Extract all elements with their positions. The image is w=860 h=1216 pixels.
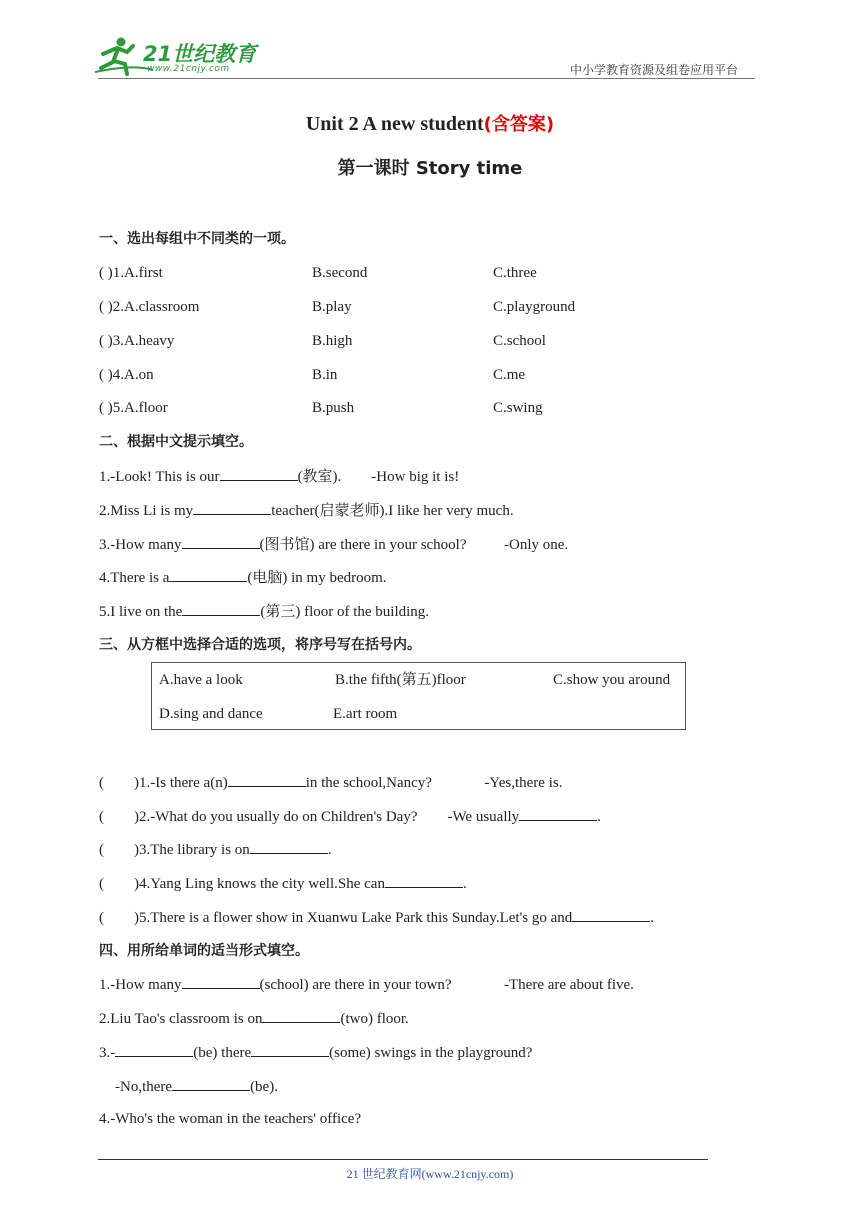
s1-item-1-a: ( )1.A.first [99,265,163,281]
s2-item-1 [99,466,459,487]
s3-item-5 [99,907,654,928]
s3-item-3-pre: ( )3.The library is on [99,842,250,858]
s4-item-3a-post: (some) swings in the playground? [329,1045,533,1061]
answer-blank [182,601,260,616]
s2-item-4-post: (电脑) in my bedroom. [247,570,387,586]
page-subtitle: 第一课时 Story time [337,158,523,179]
answer-tag: (含答案) [483,114,555,135]
s2-item-2-post: teacher(启蒙老师).I like her very much. [271,503,514,519]
answer-blank [115,1042,193,1057]
s4-item-2-pre: 2.Liu Tao's classroom is on [99,1011,263,1027]
word-bank-d: D.sing and dance [159,706,263,722]
answer-blank [572,907,650,922]
s4-item-3b-post: (be). [250,1079,278,1095]
section1-heading: 一、选出每组中不同类的一项。 [99,231,295,247]
logo-url: www.21cnjy.com [147,64,230,74]
s2-item-4-pre: 4.There is a [99,570,170,586]
section4-heading: 四、用所给单词的适当形式填空。 [99,943,309,959]
s3-item-5-post: . [650,910,655,926]
answer-blank [193,500,271,515]
s2-item-2-pre: 2.Miss Li is my [99,503,194,519]
answer-blank [385,873,463,888]
logo-text: 21世纪教育 [143,42,257,66]
s3-item-1-pre: ( )1.-Is there a(n) [99,775,228,791]
s3-item-3-post: . [327,842,332,858]
answer-blank [182,534,260,549]
title-main: Unit 2 A new student [305,113,484,135]
answer-blank [250,839,328,854]
word-bank-box [151,662,686,730]
page-title [0,110,860,136]
footer-divider [98,1159,708,1160]
s4-item-1 [99,974,634,995]
s1-item-2-c: C.playground [493,299,576,315]
s1-item-4-c: C.me [493,367,526,383]
s1-item-3-b: B.high [312,333,353,349]
s2-item-3-pre: 3.-How many [99,537,182,553]
s4-item-4: 4.-Who's the woman in the teachers' office? [99,1111,362,1127]
s1-item-4-a: ( )4.A.on [99,367,154,383]
s1-item-2-b: B.play [312,299,352,315]
word-bank-e: E.art room [333,706,398,722]
site-logo [93,34,263,76]
section2-heading: 二、根据中文提示填空。 [99,434,253,450]
answer-blank [169,567,247,582]
word-bank-b: B.the fifth(第五)floor [335,672,466,688]
header-divider [98,78,755,79]
s2-item-5-pre: 5.I live on the [99,604,183,620]
s3-item-2 [99,806,601,827]
s2-item-3-post: (图书馆) are there in your school? -Only one. [259,537,569,553]
s2-item-1-pre: 1.-Look! This is our [99,469,220,485]
s2-item-4 [99,567,387,588]
s3-item-4 [99,873,467,894]
s3-item-3 [99,839,332,860]
s4-item-3a [99,1042,532,1063]
s3-item-2-post: . [597,809,601,825]
s3-item-1-post: in the school,Nancy? -Yes,there is. [305,775,563,791]
footer-link[interactable]: 21 世纪教育网(www.21cnjy.com) [346,1167,514,1181]
s1-item-5-a: ( )5.A.floor [99,400,168,416]
s3-item-4-pre: ( )4.Yang Ling knows the city well.She can [99,876,385,892]
answer-blank [262,1008,340,1023]
answer-blank [220,466,298,481]
s4-item-1-post: (school) are there in your town? -There are about five. [259,977,634,993]
word-bank-c: C.show you around [553,672,671,688]
s3-item-1 [99,772,562,793]
word-bank-a: A.have a look [159,672,243,688]
s3-item-2-pre: ( )2.-What do you usually do on Children's Day? -We usually [99,809,520,825]
s3-item-5-pre: ( )5.There is a flower show in Xuanwu Lake Park this Sunday.Let's go and [99,910,573,926]
s4-item-3a-pre: 3.- [99,1045,116,1061]
answer-blank [519,806,597,821]
s4-item-2 [99,1008,409,1029]
answer-blank [228,772,306,787]
s4-item-1-pre: 1.-How many [99,977,182,993]
s3-item-4-post: . [462,876,467,892]
s2-item-1-post: (教室). -How big it is! [297,469,460,485]
s2-item-3 [99,534,568,555]
answer-blank [182,974,260,989]
s1-item-1-c: C.three [493,265,537,281]
s1-item-5-c: C.swing [493,400,543,416]
platform-name: 中小学教育资源及组卷应用平台 [570,63,739,77]
s4-item-3b [115,1076,278,1097]
s1-item-5-b: B.push [312,400,355,416]
section3-heading: 三、从方框中选择合适的选项，将序号写在括号内。 [99,637,421,653]
s1-item-1-b: B.second [312,265,368,281]
s1-item-3-a: ( )3.A.heavy [99,333,175,349]
s2-item-5 [99,601,429,622]
s1-item-2-a: ( )2.A.classroom [99,299,200,315]
s2-item-5-post: (第三) floor of the building. [260,604,430,620]
s4-item-2-post: (two) floor. [340,1011,409,1027]
s4-item-3a-mid: (be) there [193,1045,252,1061]
s2-item-2 [99,500,514,521]
s1-item-3-c: C.school [493,333,546,349]
s1-item-4-b: B.in [312,367,338,383]
answer-blank [172,1076,250,1091]
s4-item-3b-pre: -No,there [115,1079,173,1095]
answer-blank [251,1042,329,1057]
